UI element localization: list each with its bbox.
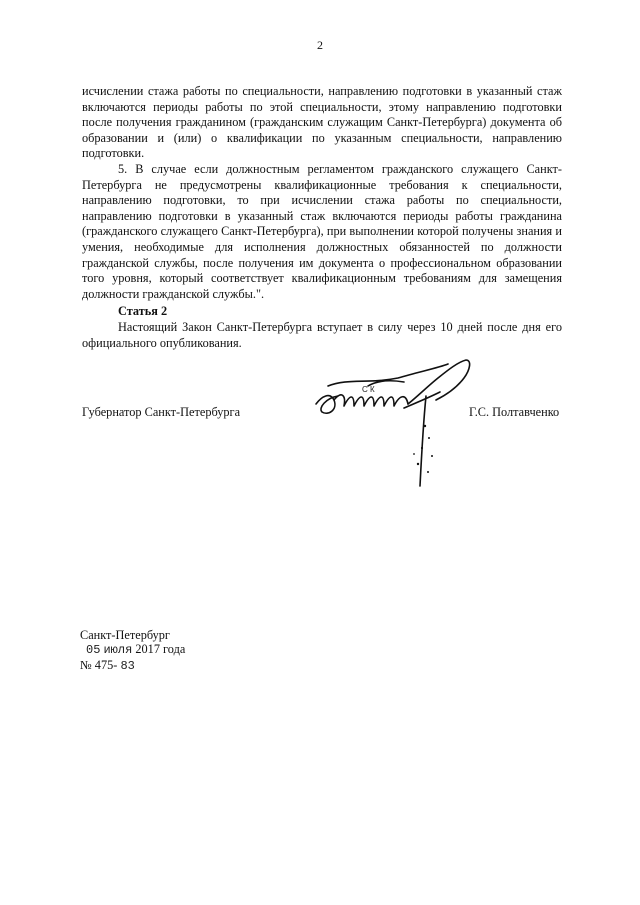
date-year: 2017 года <box>135 642 186 656</box>
law-number-prefix: № 475- <box>80 658 118 672</box>
signing-date <box>86 642 185 657</box>
governor-title: Губернатор Санкт-Петербурга <box>82 405 241 419</box>
article-text: Настоящий Закон Санкт-Петербурга вступает в силу через 10 дней после дня его официального опубликования. <box>82 320 562 350</box>
date-day: 05 <box>86 643 101 657</box>
stamp-letters: С К <box>362 385 375 394</box>
paragraph-item-5: 5. В случае если должностным регламентом гражданского служащего Санкт-Петербурга не предусмотрены квалификационные требования к специальности, направлению подготовки, то при исчислении стажа работы по специальности, направлению подготовки в указанный стаж включаются периоды работы гражданина (гражданского служащего Санкт-Петербурга), при выполнении которой получены знания и умения, необходимые для исполнения должностных обязанностей по должности гражданской службы, после получения им документа о профессиональном образовании того уровня, который соответствует квалификационным требованиям для замещения должности гражданской службы.". <box>82 161 562 301</box>
article-title: Статья 2 <box>118 304 168 318</box>
paragraph-continuation: исчислении стажа работы по специальности, направлению подготовки в указанный стаж включаются периоды работы по этой специальности, этому направлению подготовки после получения гражданином (гражданским служащим Санкт-Петербурга) документа об образовании и (или) о квалификации по указанным специальности, направлению подготовки. <box>82 84 562 161</box>
city-name: Санкт-Петербург <box>80 628 170 642</box>
governor-name: Г.С. Полтавченко <box>469 405 560 419</box>
law-text <box>82 84 562 302</box>
handwritten-signature <box>308 356 478 506</box>
law-number <box>80 658 135 673</box>
page-number: 2 <box>317 38 323 52</box>
law-number-suffix: 83 <box>120 659 135 673</box>
date-month: июля <box>103 643 133 657</box>
